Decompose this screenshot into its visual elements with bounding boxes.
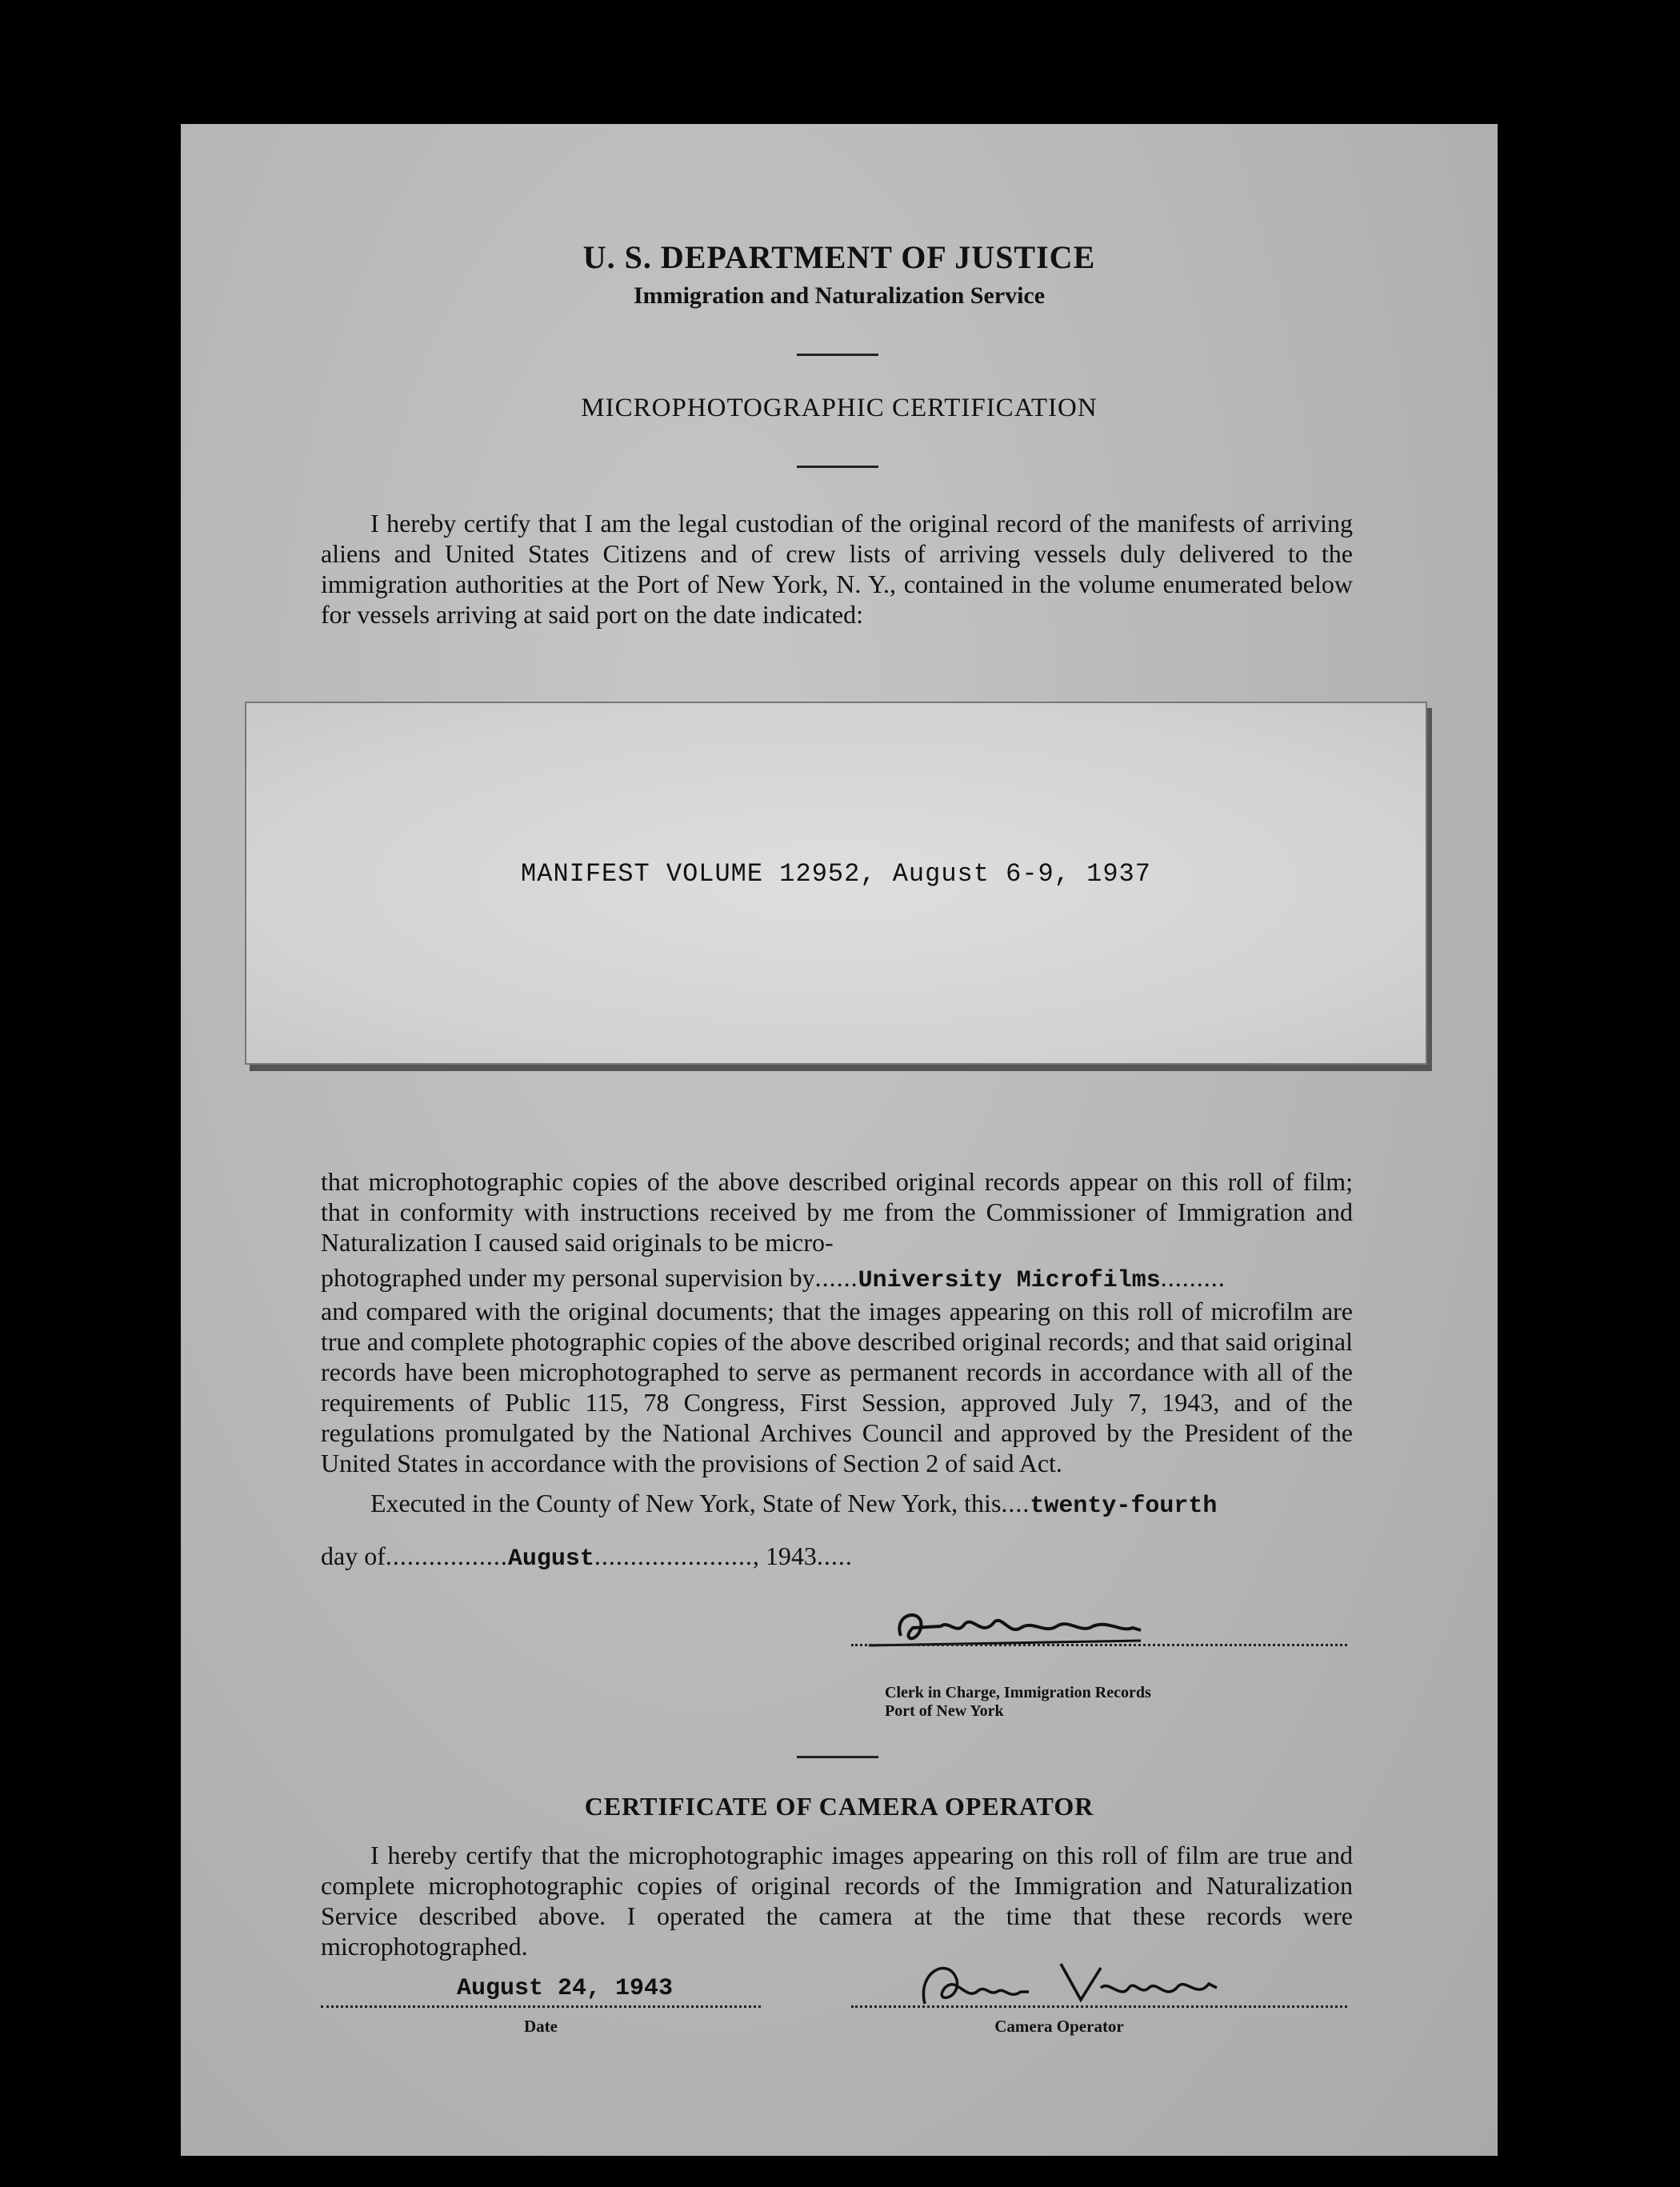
body-text-2: and compared with the original documents; that the images appearing on this roll of microfilm are true and complete photographic copies of the above described original records; and that said original records have been microphotographed to serve as permanent records in accordance with all of the requirements of Public 115, 78 Congress, First Session, approved July 7, 1943, and of the regulations promulgated by the National Archives Council and approved by the President of the United States in accordance with the provisions of Section 2 of said Act. (321, 1297, 1353, 1477)
microfilm-company: University Microfilms (858, 1267, 1161, 1294)
divider (797, 354, 878, 356)
certificate-page (181, 124, 1498, 2156)
executed-prefix: Executed in the County of New York, State of New York, this (370, 1489, 1002, 1517)
operator-signature-area (901, 1956, 1237, 2012)
day-of-label: day of (321, 1541, 386, 1570)
clerk-title-line1: Clerk in Charge, Immigration Records (885, 1684, 1151, 1701)
body-paragraph (321, 1166, 1353, 1574)
certification-title: MICROPHOTOGRAPHIC CERTIFICATION (581, 394, 1098, 422)
date-label: Date (524, 2017, 558, 2036)
supervision-line: photographed under my personal supervision by......University Microfilms......... (321, 1263, 1226, 1294)
service-subheading: Immigration and Naturalization Service (633, 282, 1046, 309)
operator-signature-image (901, 1956, 1237, 2012)
manifest-volume-label: MANIFEST VOLUME 12952, August 6-9, 1937 (521, 859, 1151, 889)
clerk-signature-line (851, 1644, 1347, 1646)
day-of-line: day of.................August......................, 1943..... (321, 1541, 853, 1573)
volume-label-box (245, 702, 1427, 1065)
executed-line: Executed in the County of New York, State of New York, this....twenty-fourth (370, 1489, 1218, 1520)
intro-text: I hereby certify that I am the legal custodian of the original record of the manifests of arriving aliens and United States Citizens and of crew lists of arriving vessels duly delivered to the immigration authorities at the Port of New York, N. Y., contained in the volume enumerated below for vessels arriving at said port on the date indicated: (321, 509, 1353, 629)
body-text-1: that microphotographic copies of the above described original records appear on this roll of film; that in conformity with instructions received by me from the Commissioner of Immigration and Naturalization I caused said originals to be micro- (321, 1167, 1353, 1257)
executed-year: , 1943 (752, 1541, 817, 1570)
clerk-title-line2: Port of New York (885, 1702, 1004, 1720)
camera-certificate-paragraph (321, 1840, 1353, 1961)
supervision-prefix: photographed under my personal supervision by (321, 1263, 815, 1292)
operator-label: Camera Operator (994, 2017, 1124, 2036)
divider (797, 1756, 878, 1758)
divider (797, 466, 878, 468)
intro-paragraph (321, 508, 1353, 630)
clerk-title (885, 1684, 1151, 1721)
executed-month: August (507, 1545, 594, 1573)
operator-line (851, 2005, 1347, 2008)
camera-certificate-title: CERTIFICATE OF CAMERA OPERATOR (584, 1792, 1094, 1821)
certificate-date: August 24, 1943 (457, 1975, 674, 2002)
department-heading: U. S. DEPARTMENT OF JUSTICE (582, 239, 1096, 275)
date-line (321, 2005, 761, 2008)
camera-certificate-text: I hereby certify that the microphotographic images appearing on this roll of film are true and complete microphotographic copies of original records of the Immigration and Naturalization Service described above. I operated the camera at the time that these records were microphotographed. (321, 1841, 1353, 1961)
clerk-signature-area (853, 1604, 1229, 1648)
executed-day: twenty-fourth (1030, 1493, 1218, 1520)
